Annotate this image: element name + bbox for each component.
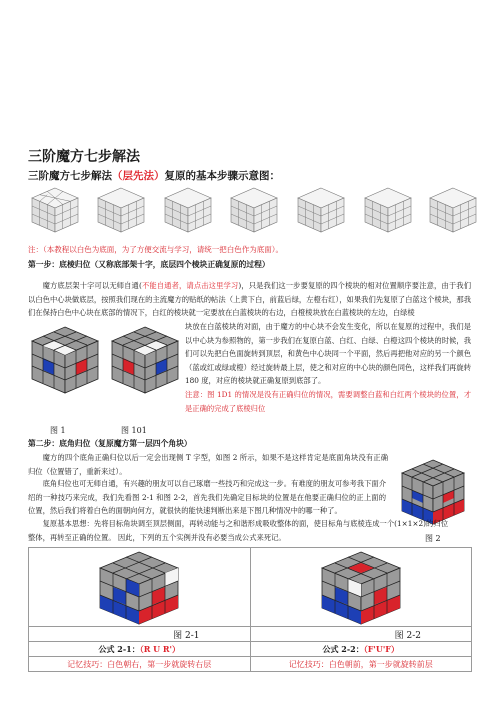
subtitle-method: （层先法） bbox=[112, 170, 165, 182]
figure-101-caption: 图 101 bbox=[121, 426, 147, 435]
step2-paragraph-3: 复原基本思想：先将目标角块调至顶层侧面，再转动能与之和谐形成吸收整体的面，使目标角与底棱连成一个(1×1×2)的归位整体，再转至正确的位置。 因此，下列的五个实例并没有必要当成公式来死记。 bbox=[28, 519, 448, 542]
memory-tip-2-1: 记忆技巧：白色朝右，第一步就旋转右层 bbox=[29, 657, 251, 672]
figure-1-cube bbox=[30, 325, 100, 395]
cube-step-image-4 bbox=[229, 186, 279, 234]
step1-para-c: )，只是我们这一步要复原的四个棱块的相对位置顺序要注意，由于我们以白色中心块做底层，按照我们现在的主流魔方的贴纸的帖法（上黄下白，前蓝后绿，左橙右红），如果我们先复原了白蓝这个棱块，那我们在保持白色中心块在底部的情况下，白红的棱块就一定要放在白蓝棱块的右边，白橙棱块放在白蓝棱块的左边，白绿棱 bbox=[28, 281, 471, 317]
formula-2-2-moves: （F'U'F） bbox=[363, 643, 399, 654]
step1-paragraph bbox=[28, 279, 471, 320]
step1-paragraph-continued: 块放在白蓝棱块的对面，由于魔方的中心块不会发生变化，所以在复原的过程中，我们是以中心块为参照物的，第一步我们在复原白蓝、白红、白绿、白橙这四个棱块的时候，我们可以先把白色面旋转到顶层，和黄色中心块同一个平面，然后再把他对应的另一个颜色（蓝或红或绿或橙）经过旋转最上层，使之和对应的中心块的颜色同色，这样我们再旋转 180 度，对应的棱块就正确复原到底部了。 bbox=[185, 322, 471, 385]
section-subtitle bbox=[28, 168, 280, 183]
step2-paragraph-1: 魔方的四个底角正确归位以后一定会出现侧 T 字型，如图 2 所示，如果不是这样肯定是底面角块没有正确归位（位置错了，重新来过）。 bbox=[28, 453, 388, 476]
formula-table bbox=[28, 547, 472, 672]
formula-2-2-label: 公式 2-2： bbox=[322, 643, 364, 654]
cube-step-image-2 bbox=[96, 186, 146, 234]
formula-2-1-moves: （R U R'） bbox=[139, 643, 181, 654]
figure-2-1-cube bbox=[98, 550, 180, 626]
figure-2-caption: 图 2 bbox=[425, 534, 441, 543]
cube-step-image-6 bbox=[363, 186, 413, 234]
step1-heading: 第一步：底棱归位（又称底部架十字，底层四个棱块正确复原的过程） bbox=[28, 260, 270, 269]
figure-2-2-cube bbox=[320, 550, 402, 626]
cube-progress-row bbox=[30, 186, 478, 236]
step1-para-a: 魔方底层架十字可以无师自通( bbox=[42, 281, 142, 290]
figure-1-caption: 图 1 bbox=[50, 426, 66, 435]
formula-2-2 bbox=[250, 642, 472, 657]
formula-2-1 bbox=[29, 642, 251, 657]
subtitle-prefix: 三阶魔方七步解法 bbox=[28, 170, 112, 182]
figure-101-cube bbox=[110, 325, 180, 395]
figure-2-1-cell bbox=[29, 548, 251, 627]
page-title: 三阶魔方七步解法 bbox=[28, 149, 140, 165]
cube-step-image-3 bbox=[163, 186, 213, 234]
self-learn-link[interactable]: 不能自通者，请点击这里学习 bbox=[141, 281, 239, 290]
figure-2-cube bbox=[400, 458, 466, 526]
memory-tip-2-2: 记忆技巧：白色朝前，第一步就旋转前层 bbox=[250, 657, 472, 672]
figure-2-2-cell bbox=[250, 548, 472, 627]
cube-step-image-7 bbox=[428, 186, 478, 234]
figure-2-2-caption: 图 2-2 bbox=[250, 627, 472, 642]
cube-step-image-5 bbox=[296, 186, 346, 234]
step1-warning: 注意：图 1D1 的情况是没有正确归位的情况，需要调整白蓝和白红两个棱块的位置，才是正确的完成了底棱归位 bbox=[185, 390, 471, 413]
subtitle-suffix: 复原的基本步骤示意图： bbox=[164, 170, 280, 182]
formula-2-1-label: 公式 2-1： bbox=[98, 643, 140, 654]
note-text: 注：（本教程以白色为底面，为了方便交流与学习，请统一把白色作为底面）。 bbox=[28, 245, 283, 254]
step2-paragraph-2: 底角归位也可无师自通，有兴趣的朋友可以自己琢磨一些技巧和完成这一步。有难度的朋友可参考我下面介绍的一种技巧来完成，我们先看图 2-1 和图 2-2，首先我们先确定目标块的位置是在他要正确归位的正上面的位置，然后我们将着白色的面朝向何方，就很快的能快速判断出来是下图几种情况中的哪一种了。 bbox=[28, 479, 386, 515]
cube-step-image-1 bbox=[30, 186, 80, 234]
figure-2-1-caption: 图 2-1 bbox=[29, 627, 251, 642]
step2-heading: 第二步：底角归位（复原魔方第一层四个角块） bbox=[28, 439, 192, 448]
cube-iso bbox=[32, 188, 78, 232]
